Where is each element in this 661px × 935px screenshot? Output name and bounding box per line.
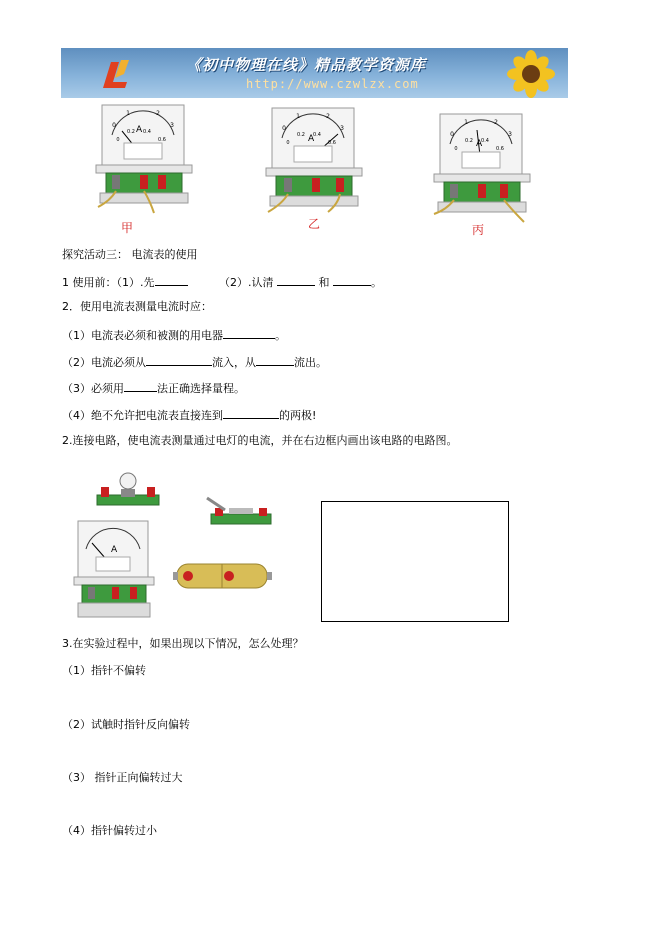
- q2-item-4: [62, 407, 316, 423]
- q1-blank-2[interactable]: [277, 274, 315, 286]
- q2-item-3-prefix: （3）必须用: [62, 382, 124, 395]
- ammeter-c-diagram-top-tick-3: 3: [508, 131, 512, 138]
- q2-item-4-prefix: （4）绝不允许把电流表直接连到: [62, 409, 223, 422]
- switch-component: [205, 496, 275, 530]
- ammeter-b-diagram-top-tick-0: 0: [282, 125, 286, 132]
- ammeter-c-diagram-bottom-tick-3: 0.6: [496, 146, 504, 152]
- q2-item-1: [62, 327, 286, 343]
- ammeter-b-diagram-bottom-tick-2: 0.4: [313, 132, 321, 138]
- logo-icon: [97, 54, 137, 94]
- ammeter-b-diagram-top-tick-1: 1: [296, 113, 300, 120]
- ammeter-a-diagram-top-tick-2: 2: [156, 110, 160, 117]
- ammeter-a-diagram-bottom-tick-0: 0: [116, 137, 120, 143]
- circuit-drawing-box[interactable]: [321, 501, 509, 622]
- q2-item-4-blank[interactable]: [223, 407, 279, 419]
- ammeter-c-diagram-top-tick-0: 0: [450, 131, 454, 138]
- q2-item-2-mid: 流入，从: [212, 356, 256, 369]
- q3-item-1: （1）指针不偏转: [62, 664, 146, 677]
- question-2-title: 2．使用电流表测量电流时应：: [62, 300, 212, 313]
- q2-item-3-suffix: 法正确选择量程。: [157, 382, 245, 395]
- q1-prefix: 1 使用前：（1）.先: [62, 276, 155, 289]
- meter-b-unit: A: [308, 134, 315, 144]
- small-meter-unit: A: [111, 545, 118, 555]
- banner-title: 《初中物理在线》精品教学资源库: [186, 56, 427, 74]
- meter-c-unit: A: [476, 139, 483, 149]
- question-3-title: 3.在实验过程中，如果出现以下情况，怎么处理？: [62, 637, 304, 650]
- ammeter-b-diagram-bottom-tick-0: 0: [286, 140, 290, 146]
- q1-and: 和: [318, 276, 330, 289]
- q2-item-4-suffix: 的两极!: [279, 409, 317, 422]
- ammeter-c-diagram-top-tick-2: 2: [494, 119, 498, 126]
- meter-a-unit: A: [136, 125, 143, 135]
- battery-component: [173, 560, 273, 592]
- ammeter-c-diagram-top-tick-1: 1: [464, 119, 468, 126]
- ammeter-a-diagram-top-tick-0: 0: [112, 122, 116, 129]
- circuit-task: 2.连接电路，使电流表测量通过电灯的电流，并在右边框内画出该电路的电路图。: [62, 434, 458, 447]
- ammeter-b-diagram: [262, 108, 372, 228]
- q2-item-1-prefix: （1）电流表必须和被测的用电器: [62, 329, 223, 342]
- q2-item-2-suffix: 流出。: [294, 356, 327, 369]
- ammeter-b-diagram-top-tick-3: 3: [340, 125, 344, 132]
- ammeter-a-diagram-top-tick-3: 3: [170, 122, 174, 129]
- ammeter-c-diagram-bottom-tick-1: 0.2: [465, 138, 473, 144]
- q2-item-2-blank-2[interactable]: [256, 354, 294, 366]
- ammeter-b-diagram-bottom-tick-3: 0.6: [328, 140, 336, 146]
- ammeter-b-diagram-top-tick-2: 2: [326, 113, 330, 120]
- banner-url: http://www.czwlzx.com: [246, 77, 419, 91]
- q2-item-2: [62, 354, 327, 370]
- q1-blank-1[interactable]: [155, 274, 188, 286]
- sunflower-icon: [501, 52, 561, 96]
- meter-b-label: 乙: [308, 217, 321, 231]
- question-1: [62, 274, 382, 290]
- q2-item-3-blank[interactable]: [124, 380, 157, 392]
- q1-mid: （2）.认清: [219, 276, 274, 289]
- q2-item-2-blank-1[interactable]: [146, 354, 212, 366]
- q3-item-3: （3） 指针正向偏转过大: [62, 771, 183, 784]
- ammeter-a-diagram-bottom-tick-3: 0.6: [158, 137, 166, 143]
- header-banner: [61, 48, 568, 98]
- ammeter-a-diagram-bottom-tick-2: 0.4: [143, 129, 151, 135]
- ammeter-c-diagram-bottom-tick-2: 0.4: [481, 138, 489, 144]
- activity-title: 探究活动三： 电流表的使用: [62, 248, 198, 261]
- ammeter-c-diagram-bottom-tick-0: 0: [454, 146, 458, 152]
- q2-item-3: [62, 380, 245, 396]
- q1-blank-3[interactable]: [333, 274, 371, 286]
- ammeter-a-diagram-bottom-tick-1: 0.2: [127, 129, 135, 135]
- ammeter-a-diagram-top-tick-1: 1: [126, 110, 130, 117]
- q2-item-1-blank[interactable]: [223, 327, 275, 339]
- q2-item-1-suffix: 。: [275, 329, 286, 342]
- q1-end: 。: [371, 276, 382, 289]
- q3-item-2: （2）试触时指针反向偏转: [62, 718, 190, 731]
- q2-item-2-prefix: （2）电流必须从: [62, 356, 146, 369]
- ammeter-a-diagram: [92, 105, 202, 225]
- ammeter-b-diagram-bottom-tick-1: 0.2: [297, 132, 305, 138]
- meter-c-label: 丙: [472, 223, 485, 237]
- q3-item-4: （4）指针偏转过小: [62, 824, 157, 837]
- ammeter-diagram-small: [72, 521, 156, 621]
- ammeter-c-diagram: [430, 114, 540, 234]
- lamp-component: [95, 471, 165, 509]
- meter-a-label: 甲: [121, 221, 134, 235]
